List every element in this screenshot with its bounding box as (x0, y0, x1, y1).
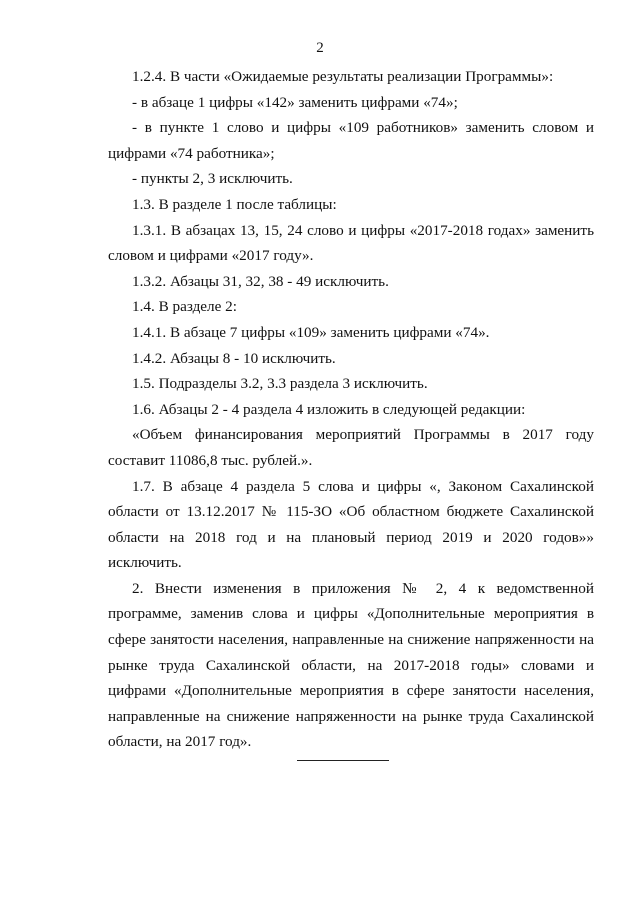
paragraph-1-3-1: 1.3.1. В абзацах 13, 15, 24 слово и цифры «2017-2018 годах» заменить словом и цифрами «2017 году». (108, 221, 594, 265)
paragraph-1-4-1: 1.4.1. В абзаце 7 цифры «109» заменить цифрами «74». (132, 323, 490, 341)
paragraph-1-4: 1.4. В разделе 2: (132, 298, 237, 316)
paragraph-1-3: 1.3. В разделе 1 после таблицы: (132, 195, 337, 213)
paragraph-item-punkty-2-3: - пункты 2, 3 исключить. (132, 170, 293, 188)
end-of-document-rule (297, 760, 389, 761)
paragraph-1-7: 1.7. В абзаце 4 раздела 5 слова и цифры «, Законом Сахалинской области от 13.12.2017 № 115-ЗО «Об областном бюджете Сахалинской области на 2018 год и на плановый период 2019 и 2020 годов»» исключить. (108, 477, 594, 572)
paragraph-item-punkt-1: - в пункте 1 слово и цифры «109 работников» заменить словом и цифрами «74 работника»; (108, 119, 594, 162)
paragraph-1-6: 1.6. Абзацы 2 - 4 раздела 4 изложить в следующей редакции: (132, 400, 526, 418)
paragraph-quoted-financing: «Объем финансирования мероприятий Программы в 2017 году составит 11086,8 тыс. рублей.». (108, 426, 594, 469)
page-number: 2 (316, 40, 324, 56)
paragraph-1-2-4: 1.2.4. В части «Ожидаемые результаты реализации Программы»: (132, 68, 554, 85)
paragraph-1-5: 1.5. Подразделы 3.2, 3.3 раздела 3 исключить. (132, 375, 428, 393)
paragraph-item-abzac-1: - в абзаце 1 цифры «142» заменить цифрами «74»; (132, 93, 458, 111)
document-body (108, 64, 594, 755)
paragraph-1-4-2: 1.4.2. Абзацы 8 - 10 исключить. (132, 349, 336, 367)
paragraph-1-3-2: 1.3.2. Абзацы 31, 32, 38 - 49 исключить. (132, 272, 389, 290)
paragraph-2: 2. Внести изменения в приложения № 2, 4 к ведомственной программе, заменив слова и цифры «Дополнительные мероприятия в сфере занятости населения, направленные на снижение напряженности на рынке труда Сахалинской области, на 2017-2018 годы» словами и цифрами «Дополнительные мероприятия в сфере занятости населения, направленные на снижение напряженности на рынке труда Сахалинской области, на 2017 год». (108, 579, 594, 751)
